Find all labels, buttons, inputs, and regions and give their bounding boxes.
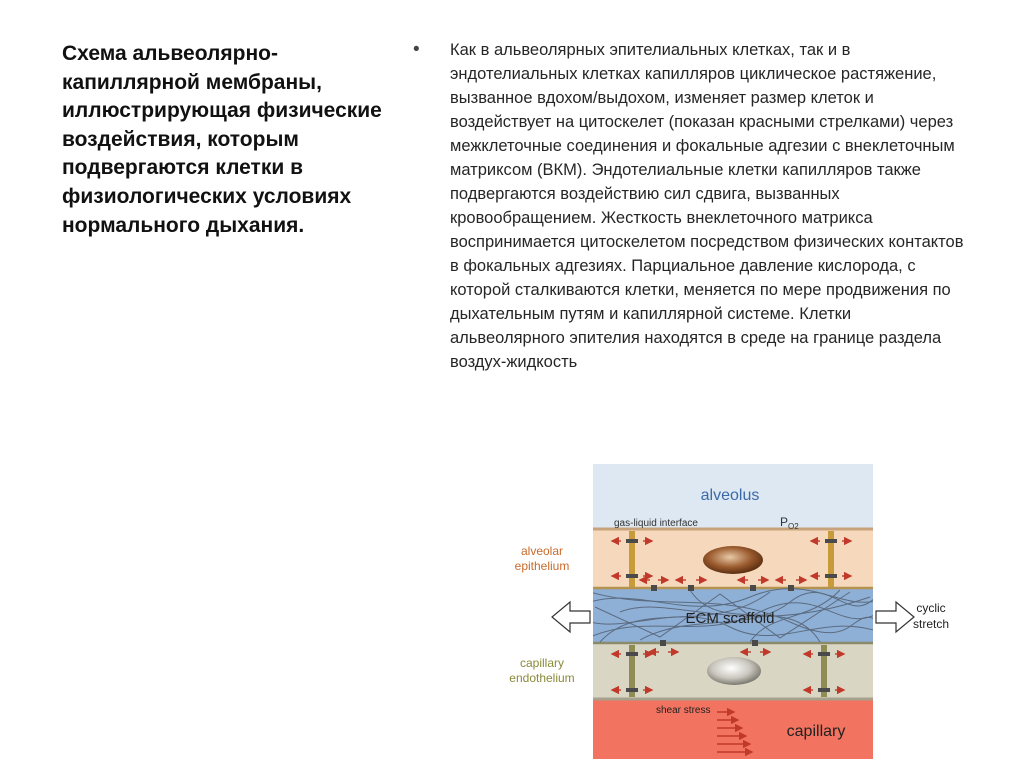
ecm-label: ECM scaffold	[685, 610, 775, 627]
body-paragraph: Как в альвеолярных эпителиальных клетках, так и в эндотелиальных клетках капилляров циклическое растяжение, вызванное вдохом/выдохом, изменяет размер клеток и воздействует на цитоскелет (показан красными стрелками) через межклеточные соединения и фокальные адгезии с внеклеточным матриксом (ВКМ). Эндотелиальные клетки капилляров также подвергаются воздействию сил сдвига, вызванных кровообращением. Жесткость внеклеточного матрикса воспринимается цитоскелетом посредством физических контактов в фокальных адгезиях. Парциальное давление кислорода, с которой сталкиваются клетки, меняется по мере продвижения по дыхательным путям и капиллярной системе. Клетки альвеолярного эпителия находятся в среде на границе раздела воздух-жидкость	[450, 41, 964, 371]
epithelial-nucleus	[703, 546, 763, 574]
alveolus-label: alveolus	[700, 487, 760, 504]
cyclic-stretch-label-2: stretch	[912, 617, 950, 631]
alveolar-epithelium-label-2: epithelium	[514, 559, 570, 573]
alveolar-epithelium-label-1: alveolar	[520, 544, 564, 558]
alveolar-capillary-diagram	[490, 462, 970, 762]
capillary-endothelium-label-2: endothelium	[509, 671, 575, 685]
cyclic-stretch-label-1: cyclic	[916, 601, 946, 615]
stretch-arrow-left	[552, 602, 590, 632]
capillary-endothelium-label-1: capillary	[519, 656, 565, 670]
shear-stress-label: shear stress	[656, 705, 711, 716]
capillary-label: capillary	[786, 723, 846, 740]
slide-title: Схема альвеолярно-капиллярной мембраны, иллюстрирующая физические воздействия, которым подвергаются клетки в физиологических условиях нормального дыхания.	[62, 42, 382, 237]
gas-liquid-label: gas-liquid interface	[614, 518, 698, 529]
stretch-arrow-right	[876, 602, 914, 632]
bullet-marker: •	[413, 39, 420, 60]
po2-label: $P_{O2}$	[780, 515, 799, 531]
endothelial-nucleus	[707, 657, 761, 685]
